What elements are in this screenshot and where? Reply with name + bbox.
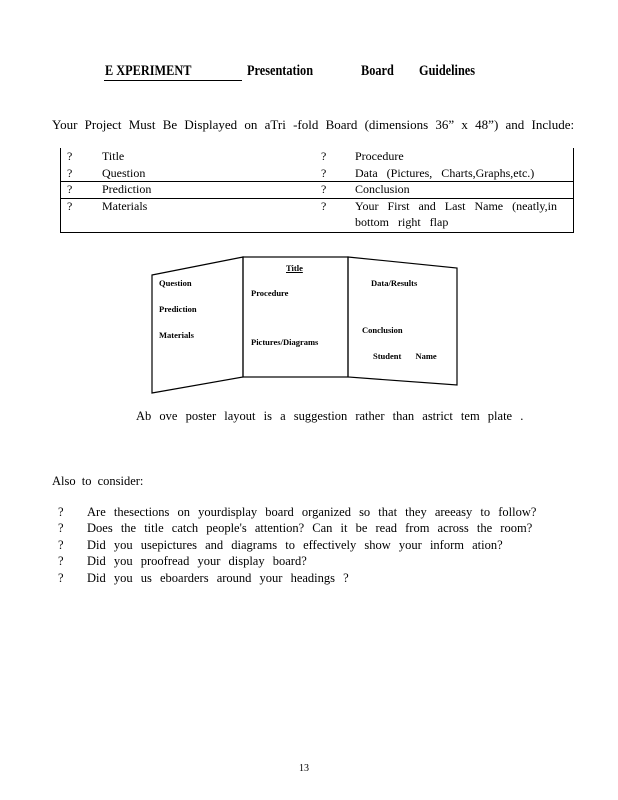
title-experiment: E XPERIMENT: [105, 63, 192, 79]
consider-item: Did you us eboarders around your headings ?: [87, 571, 349, 585]
bullet-icon: ?: [67, 149, 73, 163]
bullet-icon: ?: [321, 199, 327, 213]
board-label-materials: Materials: [159, 330, 194, 340]
req-question: Question: [102, 166, 146, 180]
title-guidelines: Guidelines: [419, 63, 476, 79]
bullet-icon: ?: [58, 554, 64, 568]
bullet-icon: ?: [67, 182, 73, 196]
board-caption: Ab ove poster layout is a suggestion rather than astrict tem plate .: [136, 409, 524, 423]
board-label-pictures: Pictures/Diagrams: [251, 337, 319, 347]
req-conclusion: Conclusion: [355, 182, 410, 196]
bullet-icon: ?: [58, 521, 64, 535]
bullet-icon: ?: [58, 571, 64, 585]
consider-item: Are thesections on yourdisplay board organized so that they areeasy to follow?: [87, 505, 537, 519]
page-number: 13: [299, 763, 309, 774]
board-label-prediction: Prediction: [159, 304, 197, 314]
bullet-icon: ?: [67, 199, 73, 213]
consider-heading: Also to consider:: [52, 474, 144, 488]
title-board: Board: [361, 63, 394, 79]
bullet-icon: ?: [67, 166, 73, 180]
bullet-icon: ?: [58, 538, 64, 552]
bullet-icon: ?: [321, 182, 327, 196]
req-data: Data (Pictures, Charts,Graphs,etc.): [355, 166, 535, 180]
req-title: Title: [102, 149, 125, 163]
req-procedure: Procedure: [355, 149, 404, 163]
bullet-icon: ?: [321, 149, 327, 163]
board-center-panel: [243, 257, 348, 377]
board-label-procedure: Procedure: [251, 288, 289, 298]
bullet-icon: ?: [321, 166, 327, 180]
consider-item: Did you usepictures and diagrams to effectively show your inform ation?: [87, 538, 503, 552]
req-name-cont: bottom right flap: [355, 215, 449, 229]
consider-item: Did you proofread your display board?: [87, 554, 307, 568]
board-label-title: Title: [286, 263, 303, 273]
board-label-student-name: Student Name: [373, 351, 437, 361]
intro-text: Your Project Must Be Displayed on aTri -fold Board (dimensions 36” x 48”) and Include:: [52, 117, 575, 132]
title-presentation: Presentation: [247, 63, 314, 79]
consider-item: Does the title catch people's attention? Can it be read from across the room?: [87, 521, 533, 535]
board-label-data: Data/Results: [371, 278, 418, 288]
req-materials: Materials: [102, 199, 148, 213]
req-prediction: Prediction: [102, 182, 152, 196]
req-name: Your First and Last Name (neatly,in: [355, 199, 557, 213]
board-label-question: Question: [159, 278, 192, 288]
board-right-panel: [348, 257, 457, 385]
bullet-icon: ?: [58, 505, 64, 519]
board-label-conclusion: Conclusion: [362, 325, 403, 335]
